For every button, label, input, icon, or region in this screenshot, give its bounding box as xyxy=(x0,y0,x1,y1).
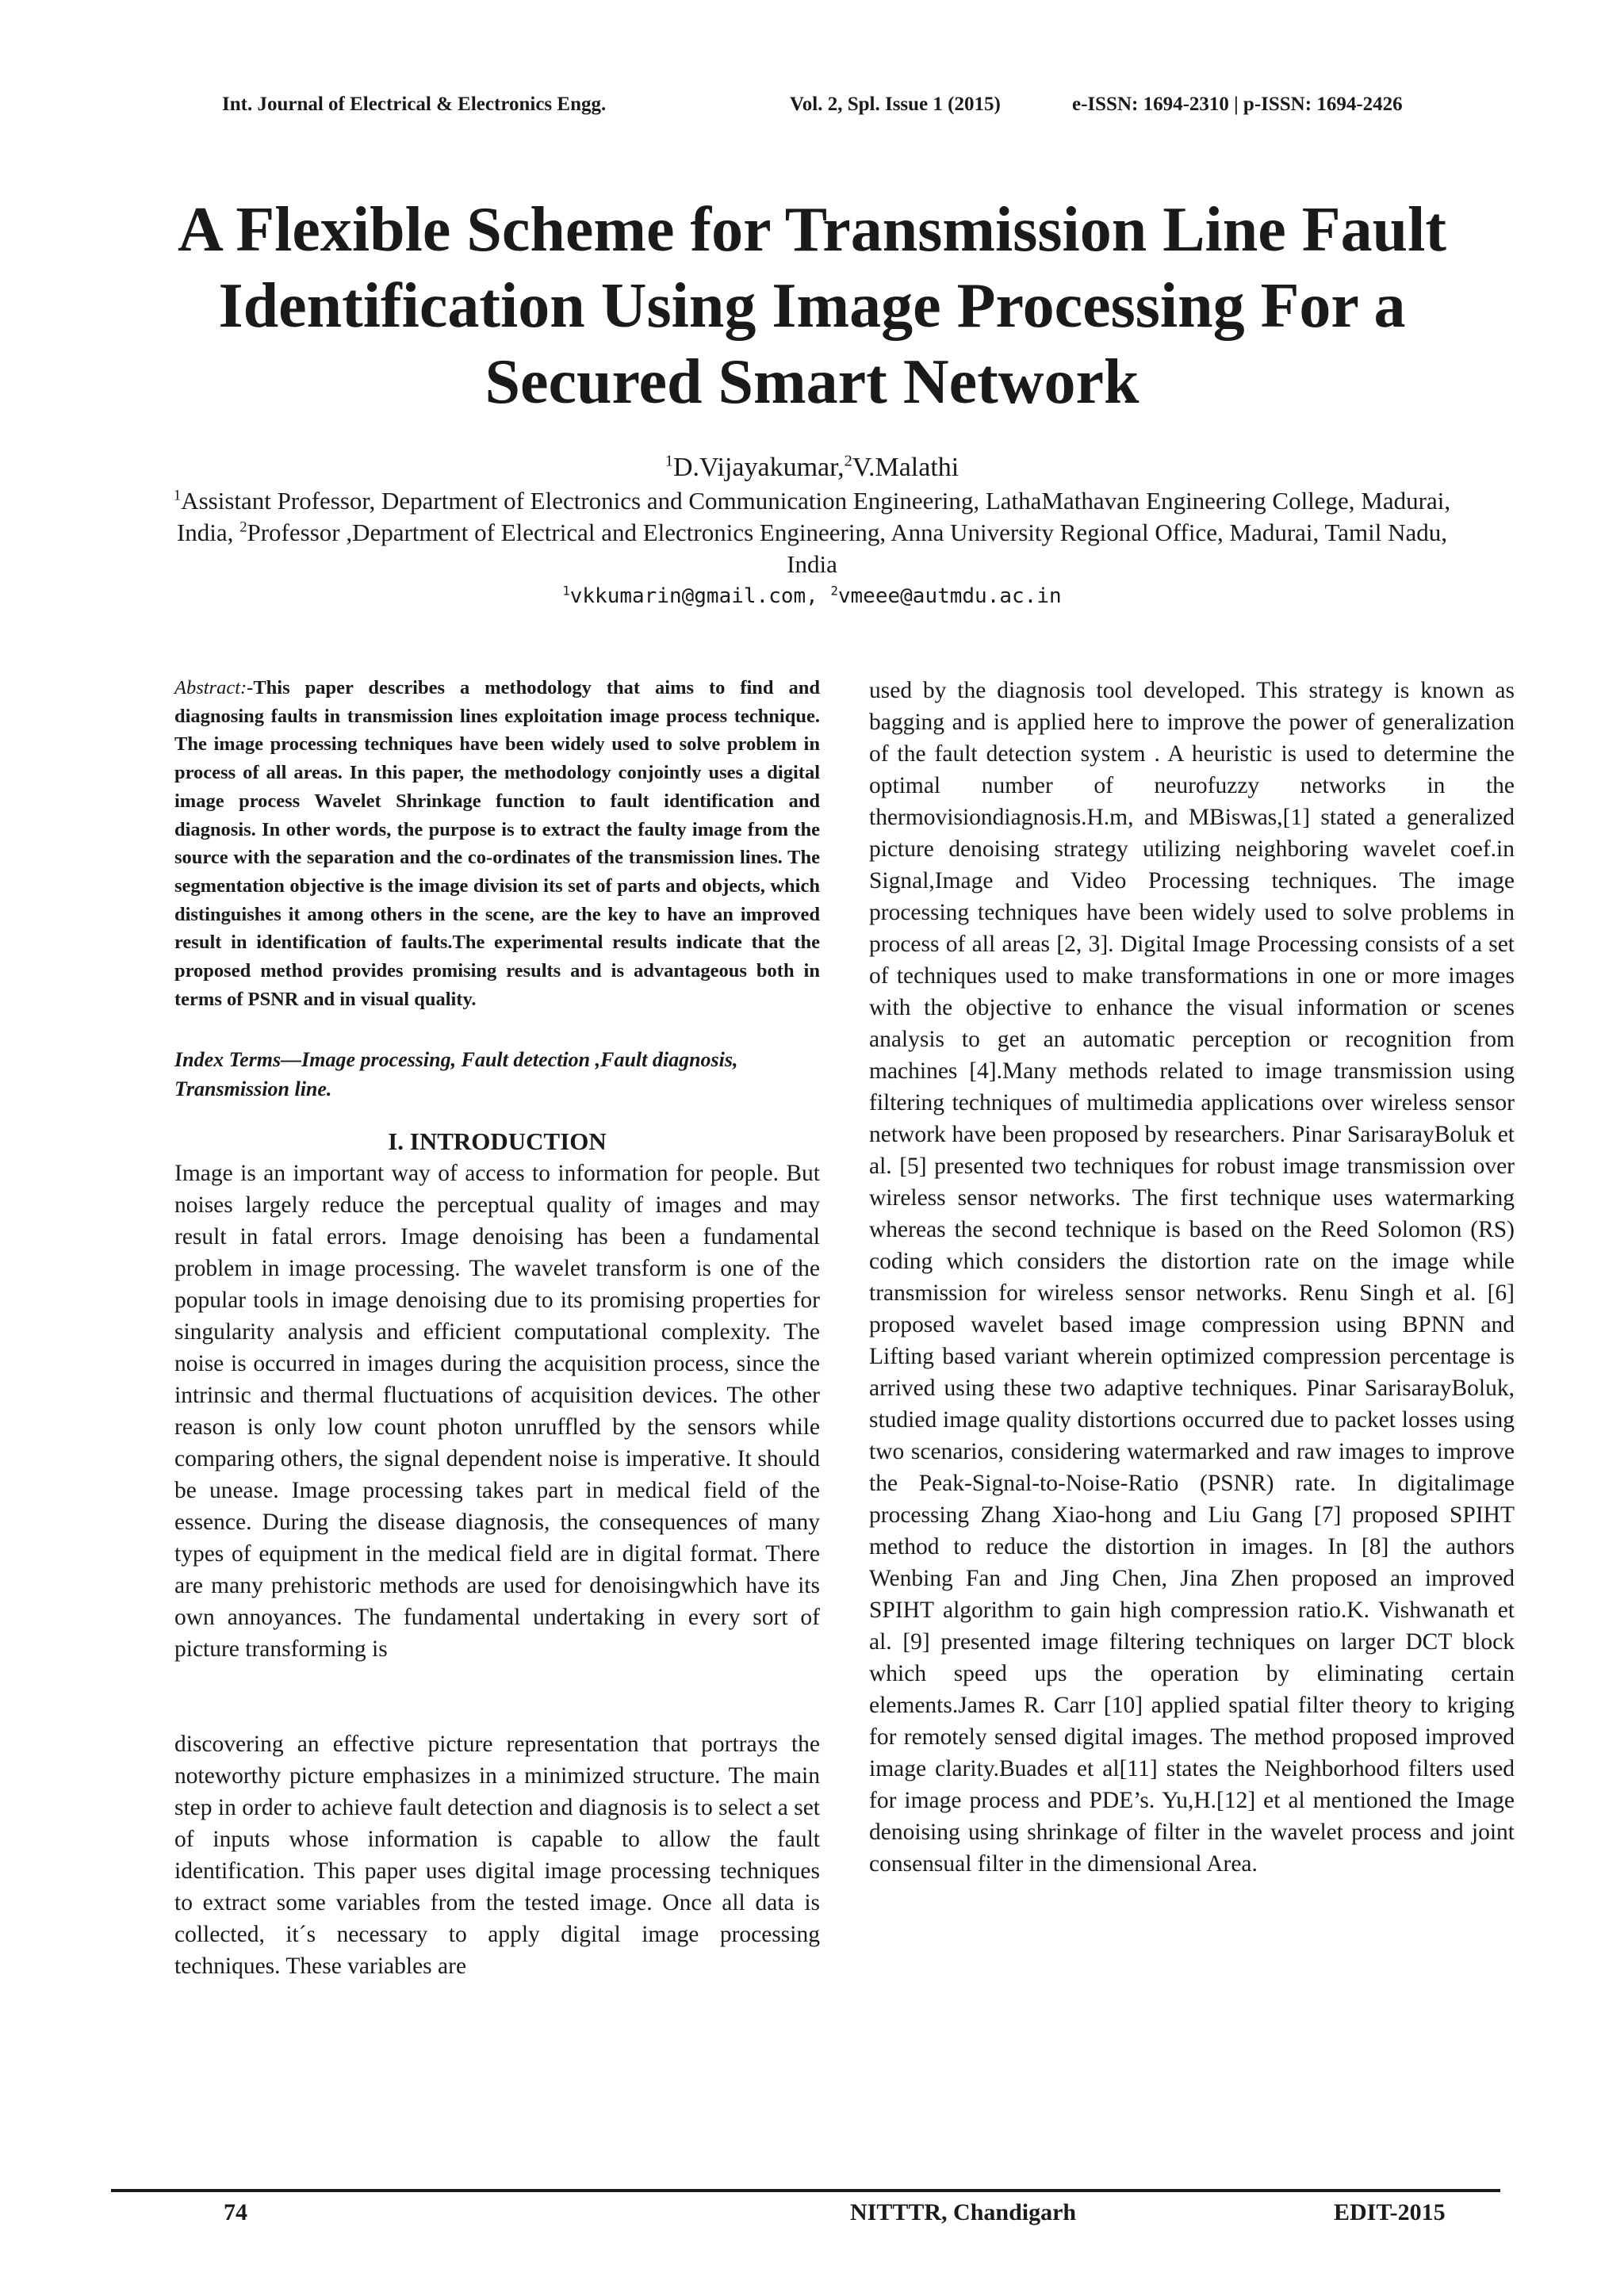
author1-superscript: 1 xyxy=(665,452,673,470)
right-column-paragraph: used by the diagnosis tool developed. This strategy is known as bagging and is applied here to improve the power of generalization of the fault detection system . A heuristic is used to determine the optimal number of neurofuzzy networks in the thermovisiondiagnosis.H.m, and MBiswas,[1] stated a generalized picture denoising strategy utilizing neighboring wavelet coef.in Signal,Image and Video Processing techniques. The image processing techniques have been widely used to solve problems in process of all areas [2, 3]. Digital Image Processing consists of a set of techniques used to make transformations in one or more images with the objective to enhance the visual information or scenes analysis to get an automatic perception or recognition from machines [4].Many methods related to image transmission using filtering techniques of multimedia applications over wireless sensor network have been proposed by researchers. Pinar SarisarayBoluk et al. [5] presented two techniques for robust image transmission over wireless sensor networks. The first technique uses watermarking whereas the second technique is based on the Reed Solomon (RS) coding which considers the distortion rate on the image while transmission for wireless sensor networks. Renu Singh et al. [6] proposed wavelet based image compression using BPNN and Lifting based variant wherein optimized compression percentage is arrived using these two adaptive techniques. Pinar SarisarayBoluk, studied image quality distortions occurred due to packet losses using two scenarios, considering watermarked and raw images to improve the Peak-Signal-to-Noise-Ratio (PSNR) rate. In digitalimage processing Zhang Xiao-hong and Liu Gang [7] proposed SPIHT method to reduce the distortion in images. In [8] the authors Wenbing Fan and Jing Chen, Jina Zhen proposed an improved SPIHT algorithm to gain high compression ratio.K. Vishwanath et al. [9] presented image filtering techniques on larger DCT block which speed ups the operation by eliminating certain elements.James R. Carr [10] applied spatial filter theory to kriging for remotely sensed digital images. The method proposed improved image clarity.Buades et al[11] states the Neighborhood filters used for image process and PDE’s. Yu,H.[12] et al mentioned the Image denoising using shrinkage of filter in the wavelet process and joint consensual filter in the dimensional Area. xyxy=(869,678,1515,1877)
page-number: 74 xyxy=(224,2199,247,2225)
footer-edition: EDIT-2015 xyxy=(1334,2199,1446,2225)
author-emails xyxy=(119,582,1505,610)
abstract-text: This paper describes a methodology that aims to find and diagnosing faults in transmission lines exploitation image process technique. The image processing techniques have been widely used to solve problem in process of all areas. In this paper, the methodology conjointly uses a digital image process Wavelet Shrinkage function to fault identification and diagnosis. In other words, the purpose is to extract the faulty image from the source with the separation and the co-ordinates of the transmission lines. The segmentation objective is the image division its set of parts and objects, which distinguishes it among others in the scene, are the key to have an improved result in identification of faults.The experimental results indicate that the proposed method provides promising results and is advantageous both in terms of PSNR and in visual quality. xyxy=(174,677,820,1010)
abstract-lead: Abstract:- xyxy=(174,677,254,698)
email2-superscript: 2 xyxy=(830,584,838,599)
affiliation1-superscript: 1 xyxy=(173,487,182,504)
affiliation2-superscript: 2 xyxy=(239,519,247,536)
right-column xyxy=(869,675,1515,1880)
author2-superscript: 2 xyxy=(844,452,852,470)
running-header xyxy=(0,94,1624,125)
footer-rule xyxy=(111,2189,1500,2192)
email1-superscript: 1 xyxy=(562,584,570,599)
author1-name: D.Vijayakumar, xyxy=(672,453,845,482)
running-footer xyxy=(0,2199,1624,2231)
journal-volume: Vol. 2, Spl. Issue 1 (2015) xyxy=(790,94,1001,115)
left-column xyxy=(174,674,820,1982)
email1: vkkumarin@gmail.com, xyxy=(569,584,831,608)
author-line xyxy=(119,452,1505,484)
intro-paragraph-1: Image is an important way of access to information for people. But noises largely reduce the perceptual quality of images and may result in fatal errors. Image denoising has been a fundamental problem in image processing. The wavelet transform is one of the popular tools in image denoising due to its promising properties for singularity analysis and efficient computational complexity. The noise is occurred in images during the acquisition process, since the intrinsic and thermal fluctuations of acquisition devices. The other reason is only low count photon unruffled by the sensors while comparing others, the signal dependent noise is imperative. It should be unease. Image processing takes part in medical field of the essence. During the disease diagnosis, the consequences of many types of equipment in the medical field are in digital format. There are many prehistoric methods are used for denoisingwhich have its own annoyances. The fundamental undertaking in every sort of picture transforming is xyxy=(174,1161,820,1663)
paper-title: A Flexible Scheme for Transmission Line Fault Identification Using Image Processing For a Secured Smart Network xyxy=(177,195,1447,417)
journal-issn: e-ISSN: 1694-2310 | p-ISSN: 1694-2426 xyxy=(1072,94,1403,115)
author2-name: V.Malathi xyxy=(852,453,959,482)
abstract xyxy=(174,674,820,1013)
journal-name: Int. Journal of Electrical & Electronics Engg. xyxy=(222,94,607,115)
affiliations xyxy=(159,485,1465,580)
section-heading-introduction: I. INTRODUCTION xyxy=(388,1127,607,1156)
email2: vmeee@autmdu.ac.in xyxy=(837,584,1062,608)
index-terms: Index Terms—Image processing, Fault detection ,Fault diagnosis, Transmission line. xyxy=(174,1048,738,1101)
affiliation1: Assistant Professor, Department of Electronics and Communication Engineering, LathaMathavan Engineering College, Madurai, India, xyxy=(176,487,1451,546)
intro-paragraph-2: discovering an effective picture representation that portrays the noteworthy picture emphasizes in a minimized structure. The main step in order to achieve fault detection and diagnosis is to select a set of inputs whose information is capable to allow the fault identification. This paper uses digital image processing techniques to extract some variables from the tested image. Once all data is collected, it´s necessary to apply digital image processing techniques. These variables are xyxy=(174,1732,820,1980)
affiliation2: Professor ,Department of Electrical and Electronics Engineering, Anna University Regional Office, Madurai, Tamil Nadu, India xyxy=(247,519,1447,578)
footer-institution: NITTTR, Chandigarh xyxy=(850,2199,1077,2225)
